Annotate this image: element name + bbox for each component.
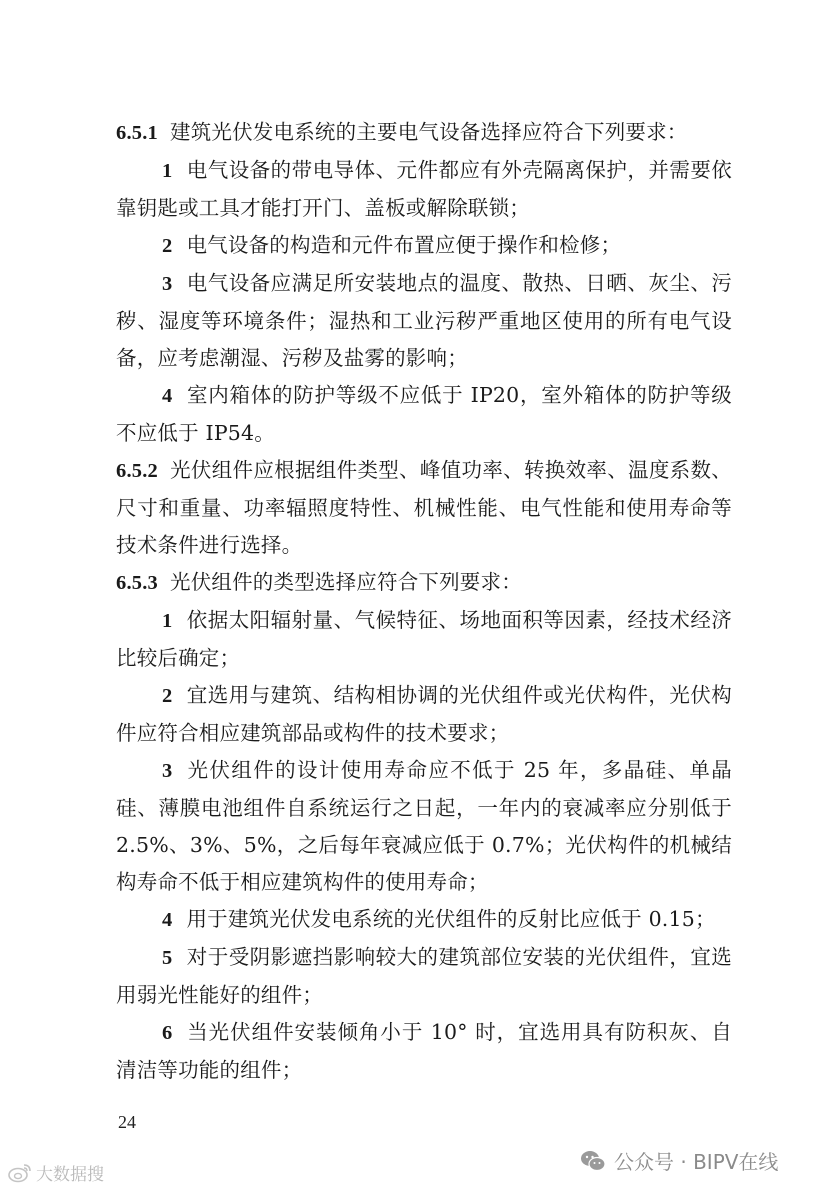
page-number: 24 bbox=[118, 1112, 136, 1132]
clause-paragraph bbox=[116, 114, 732, 152]
list-item bbox=[116, 227, 732, 265]
clause-paragraph bbox=[116, 564, 732, 602]
item-text: 用于建筑光伏发电系统的光伏组件的反射比应低于 0.15； bbox=[186, 907, 716, 931]
list-item bbox=[116, 602, 732, 677]
list-item bbox=[116, 752, 732, 901]
clause-text: 光伏组件应根据组件类型、峰值功率、转换效率、温度系数、尺寸和重量、功率辐照度特性、机械性能、电气性能和使用寿命等技术条件进行选择。 bbox=[116, 458, 732, 557]
wechat-account-label: 公众号 · BIPV在线 bbox=[614, 1150, 779, 1174]
item-number: 6 bbox=[162, 1022, 173, 1044]
item-text: 室内箱体的防护等级不应低于 IP20，室外箱体的防护等级不应低于 IP54。 bbox=[116, 383, 732, 445]
list-item bbox=[116, 901, 732, 939]
item-text: 电气设备的带电导体、元件都应有外壳隔离保护，并需要依靠钥匙或工具才能打开门、盖板或解除联锁； bbox=[116, 158, 732, 220]
item-number: 2 bbox=[162, 235, 173, 257]
list-item bbox=[116, 1014, 732, 1089]
item-text: 光伏组件的设计使用寿命应不低于 25 年，多晶硅、单晶硅、薄膜电池组件自系统运行之日起，一年内的衰减率应分别低于 2.5%、3%、5%，之后每年衰减应低于 0.7%；光伏构件的机械结构寿命不低于相应建筑构件的使用寿命； bbox=[116, 758, 732, 894]
item-text: 对于受阴影遮挡影响较大的建筑部位安装的光伏组件，宜选用弱光性能好的组件； bbox=[116, 945, 732, 1007]
wechat-icon bbox=[580, 1149, 606, 1173]
clause-number: 6.5.3 bbox=[116, 572, 158, 594]
list-item bbox=[116, 265, 732, 377]
item-text: 电气设备的构造和元件布置应便于操作和检修； bbox=[186, 233, 622, 257]
watermark-left-text: 大数据搜 bbox=[36, 1165, 104, 1185]
item-text: 宜选用与建筑、结构相协调的光伏组件或光伏构件，光伏构件应符合相应建筑部品或构件的技术要求； bbox=[116, 683, 732, 745]
watermark-left bbox=[8, 1160, 104, 1185]
item-number: 4 bbox=[162, 909, 173, 931]
item-text: 电气设备应满足所安装地点的温度、散热、日晒、灰尘、污秽、湿度等环境条件；湿热和工业污秽严重地区使用的所有电气设备，应考虑潮湿、污秽及盐雾的影响； bbox=[116, 271, 732, 370]
list-item bbox=[116, 939, 732, 1014]
item-number: 3 bbox=[162, 760, 173, 782]
item-number: 5 bbox=[162, 947, 173, 969]
clause-number: 6.5.2 bbox=[116, 460, 158, 482]
list-item bbox=[116, 152, 732, 227]
item-text: 当光伏组件安装倾角小于 10° 时，宜选用具有防积灰、自清洁等功能的组件； bbox=[116, 1020, 732, 1082]
item-number: 1 bbox=[162, 160, 173, 182]
item-text: 依据太阳辐射量、气候特征、场地面积等因素，经技术经济比较后确定； bbox=[116, 608, 732, 670]
clause-paragraph bbox=[116, 452, 732, 564]
item-number: 1 bbox=[162, 610, 173, 632]
document-body bbox=[116, 114, 732, 1089]
list-item bbox=[116, 677, 732, 752]
clause-text: 建筑光伏发电系统的主要电气设备选择应符合下列要求： bbox=[170, 120, 688, 144]
item-number: 4 bbox=[162, 385, 173, 407]
clause-text: 光伏组件的类型选择应符合下列要求： bbox=[170, 570, 522, 594]
item-number: 3 bbox=[162, 273, 173, 295]
item-number: 2 bbox=[162, 685, 173, 707]
list-item bbox=[116, 377, 732, 452]
wechat-watermark bbox=[580, 1146, 778, 1175]
clause-number: 6.5.1 bbox=[116, 122, 158, 144]
weibo-logo-icon bbox=[8, 1162, 32, 1184]
